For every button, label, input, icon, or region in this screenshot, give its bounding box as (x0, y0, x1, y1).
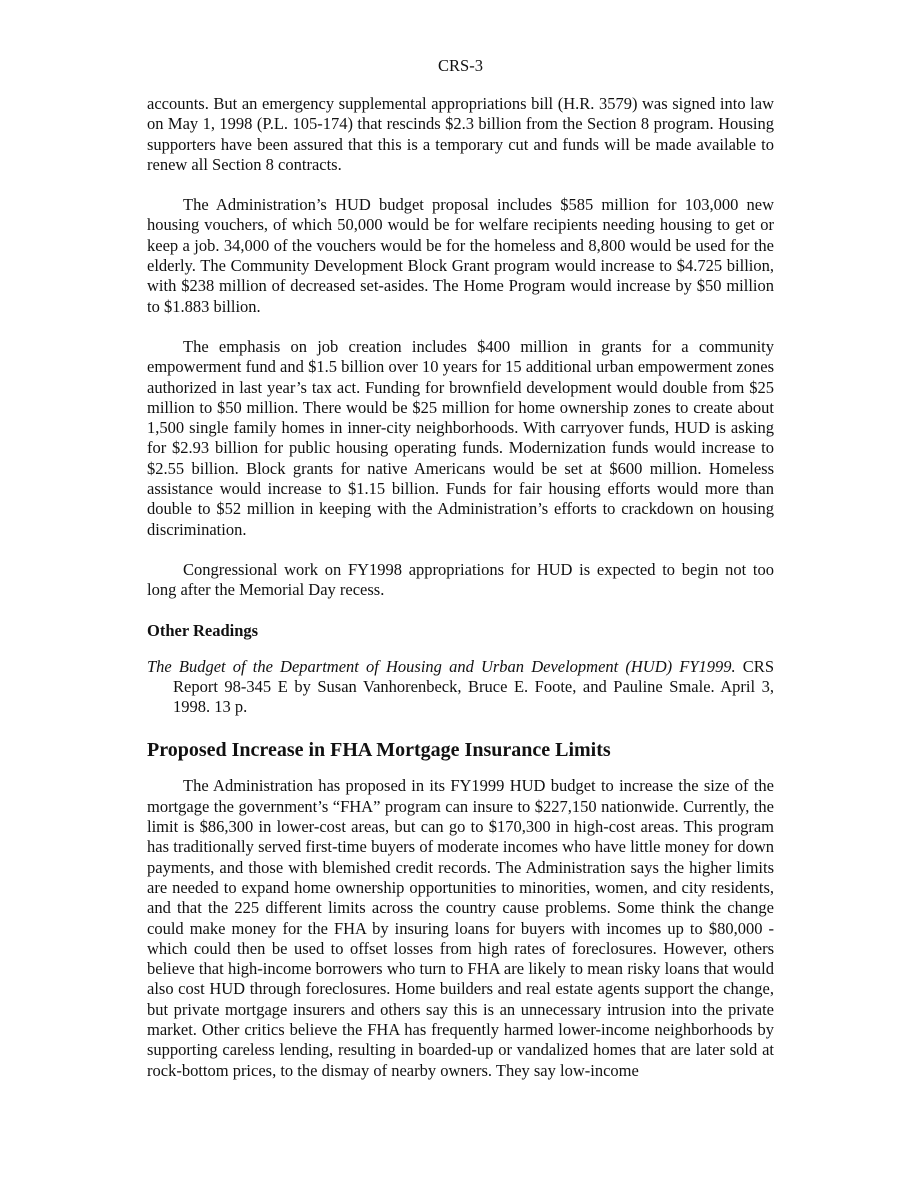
paragraph-congressional-work: Congressional work on FY1998 appropriations for HUD is expected to begin not too long after the Memorial Day recess. (147, 559, 774, 600)
page-number: CRS-3 (438, 56, 483, 75)
section-heading-fha: Proposed Increase in FHA Mortgage Insurance Limits (147, 739, 611, 762)
reading-title: The Budget of the Department of Housing and Urban Development (HUD) FY1999. (147, 656, 736, 676)
paragraph-job-creation: The emphasis on job creation includes $400 million in grants for a community empowerment fund and $1.5 billion over 10 years for 15 additional urban empowerment zones authorized in last year’s tax act. Funding for brownfield development would double from $25 million to $50 million. There would be $25 million for home ownership zones to create about 1,500 single family homes in inner-city neighborhoods. With carryover funds, HUD is asking for $2.93 billion for public housing operating funds. Modernization funds would increase to $2.55 billion. Block grants for native Americans would be set at $600 million. Homeless assistance would increase to $1.15 billion. Funds for fair housing efforts would more than double to $52 million in keeping with the Administration’s efforts to crackdown on housing discrimination. (147, 336, 774, 539)
paragraph-fha-limits: The Administration has proposed in its FY1999 HUD budget to increase the size of the mortgage the government’s “FHA” program can insure to $227,150 nationwide. Currently, the limit is $86,300 in lower-cost areas, but can go to $170,300 in high-cost areas. This program has traditionally served first-time buyers of moderate incomes who have little money for down payments, and those with blemished credit records. The Administration says the higher limits are needed to expand home ownership opportunities to minorities, women, and city residents, and that the 225 different limits across the country cause problems. Some think the change could make money for the FHA by insuring loans for buyers with incomes up to $80,000 - which could then be used to offset losses from high rates of foreclosures. However, others believe that high-income borrowers who turn to FHA are likely to mean risky loans that would also cost HUD through foreclosures. Home builders and real estate agents support the change, but private mortgage insurers and others say this is an unnecessary intrusion into the private market. Other critics believe the FHA has frequently harmed lower-income neighborhoods by supporting careless lending, resulting in boarded-up or vandalized homes that are later sold at rock-bottom prices, to the dismay of nearby owners. They say low-income (147, 776, 774, 1080)
document-page (147, 56, 774, 1081)
paragraph-hud-budget-proposal: The Administration’s HUD budget proposal includes $585 million for 103,000 new housing vouchers, of which 50,000 would be for welfare recipients needing housing to get or keep a job. 34,000 of the vouchers would be for the homeless and 8,800 would be used for the elderly. The Community Development Block Grant program would increase to $4.725 billion, with $238 million of decreased set-asides. The Home Program would increase by $50 million to $1.883 billion. (147, 195, 774, 316)
paragraph-section8-rescission: accounts. But an emergency supplemental appropriations bill (H.R. 3579) was signed into law on May 1, 1998 (P.L. 105-174) that rescinds $2.3 billion from the Section 8 program. Housing supporters have been assured that this is a temporary cut and funds will be made available to renew all Section 8 contracts. (147, 94, 774, 174)
reading-citation: CRS Report 98-345 E by Susan Vanhorenbeck, Bruce E. Foote, and Pauline Smale. April 3, 1998. 13 p. (173, 656, 774, 717)
other-readings-heading: Other Readings (147, 620, 259, 640)
reading-reference (147, 657, 774, 718)
